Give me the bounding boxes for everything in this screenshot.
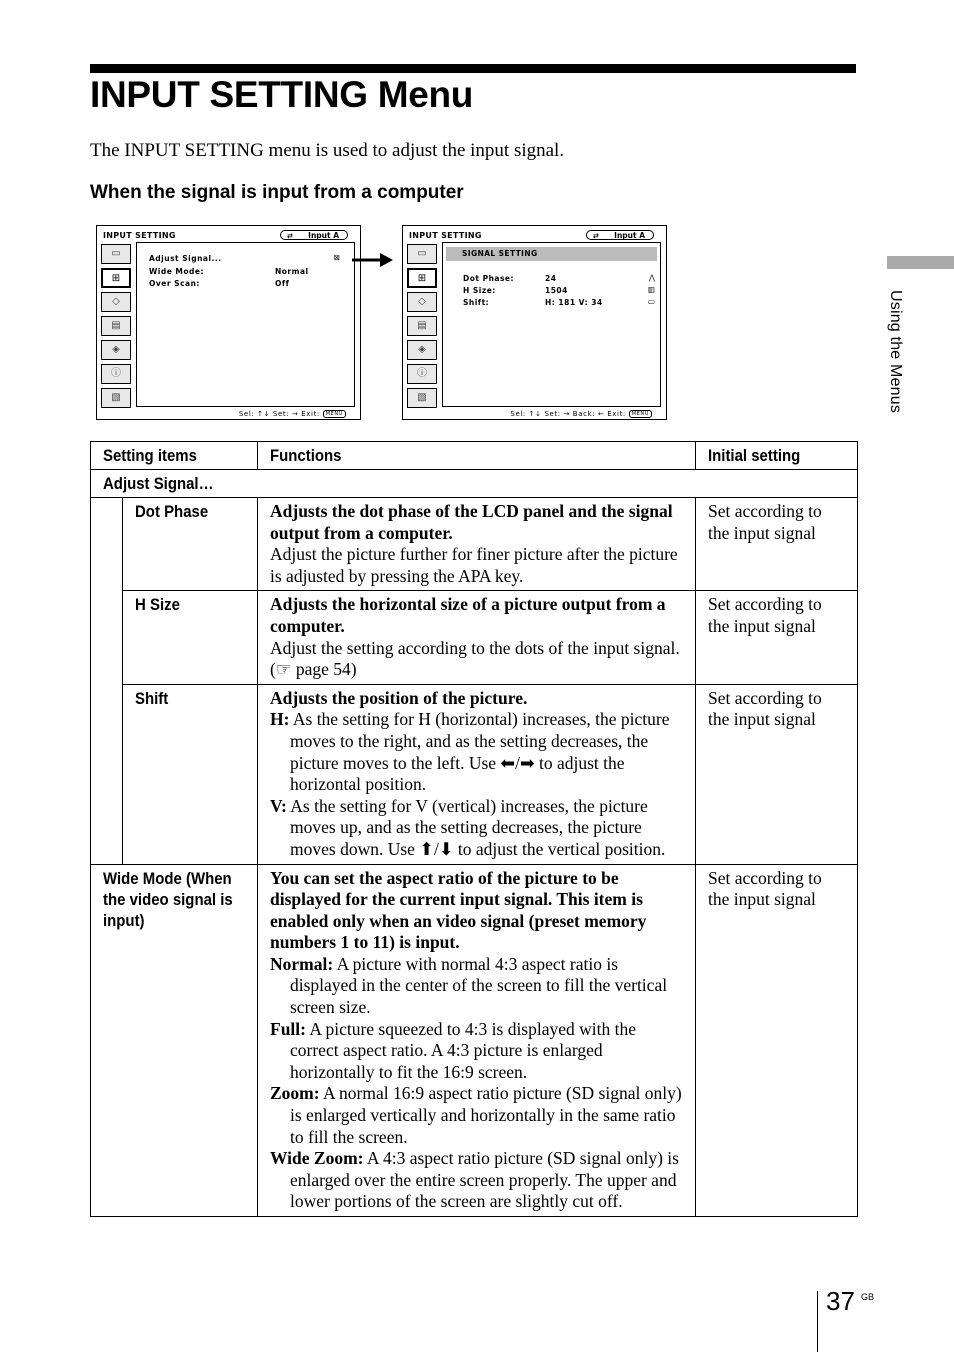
table-row-h-size: [91, 591, 858, 684]
osd-row-shift: Shift:: [463, 298, 490, 307]
table-row-adjust-signal: [91, 470, 858, 498]
section-heading: When the signal is input from a computer: [90, 182, 464, 203]
information-menu-icon: ⓘ: [407, 364, 437, 384]
page-title: INPUT SETTING Menu: [90, 74, 474, 115]
lens-menu-icon: ▧: [101, 388, 131, 408]
menu-key-icon: MENU: [629, 410, 652, 418]
h-size-description: Adjust the setting according to the dots of the input signal. (☞ page 54): [270, 637, 680, 680]
settings-table: [90, 441, 858, 1217]
dot-phase-label: Dot Phase: [135, 502, 209, 521]
dot-phase-initial: Set according to the input signal: [696, 498, 858, 591]
intro-text: The INPUT SETTING menu is used to adjust the input signal.: [90, 140, 565, 161]
table-row-dot-phase: [91, 498, 858, 591]
dot-phase-icon: ⋀: [648, 273, 655, 282]
osd-status-bar: Sel: ↑↓ Set: → Exit: MENU: [239, 410, 346, 418]
wide-mode-wide-zoom: Wide Zoom: A 4:3 aspect ratio picture (SD signal only) is enlarged over the entire screen properly. The upper and lower portions of the screen are slightly cut off.: [270, 1148, 679, 1212]
osd-value-h-size: 1504: [545, 286, 568, 295]
setup-menu-icon: ▤: [407, 316, 437, 336]
page-number: 37: [826, 1286, 855, 1316]
wide-mode-normal: Normal: A picture with normal 4:3 aspect ratio is displayed in the center of the screen to fill the vertical screen size.: [270, 953, 668, 1018]
installation-menu-icon: ◇: [407, 292, 437, 312]
osd-title: INPUT SETTING: [409, 231, 482, 240]
installation-menu-icon: ◇: [101, 292, 131, 312]
osd-input-setting: [96, 225, 361, 420]
dot-phase-description: Adjust the picture further for finer picture after the picture is adjusted by pressing the APA key.: [270, 544, 678, 586]
osd-value-over-scan: Off: [275, 279, 290, 288]
setup-menu-icon: ▤: [101, 316, 131, 336]
osd-value-dot-phase: 24: [545, 274, 557, 283]
shift-initial: Set according to the input signal: [696, 684, 858, 864]
menu-setting-icon: ◈: [101, 340, 131, 360]
shift-icon: ▭: [647, 297, 655, 306]
osd-row-adjust-signal: Adjust Signal...: [149, 254, 222, 263]
header-functions: Functions: [270, 446, 342, 465]
osd-row-wide-mode: Wide Mode:: [149, 267, 204, 276]
indent-cell: [91, 498, 123, 591]
osd-status-bar: Sel: ↑↓ Set: → Back: ← Exit: MENU: [510, 410, 652, 418]
table-header-row: [91, 442, 858, 470]
h-size-icon: ▥: [647, 285, 655, 294]
shift-v-description: V: As the setting for V (vertical) increases, the picture moves up, and as the setting decreases, the picture moves down. Use ⬆/⬇ to adjust the vertical position.: [270, 795, 666, 859]
input-setting-menu-icon: ⊞: [407, 268, 437, 288]
wide-mode-full: Full: A picture squeezed to 4:3 is displayed with the correct aspect ratio. A 4:3 picture is enlarged horizontally to fit the 16:9 screen.: [270, 1018, 637, 1082]
osd-menu-icons: [407, 244, 439, 412]
section-tab: [887, 256, 954, 269]
osd-title: INPUT SETTING: [103, 231, 176, 240]
table-row-shift: [91, 684, 858, 864]
page-number-rule: [817, 1291, 818, 1352]
input-switch-icon: ⇄: [593, 232, 599, 240]
wide-mode-summary: You can set the aspect ratio of the picture to be displayed for the current input signal. This item is enabled only when an video signal (preset memory numbers 1 to 11) is input.: [270, 867, 647, 953]
indent-cell: [91, 591, 123, 684]
osd-subtitle: SIGNAL SETTING: [446, 247, 657, 261]
information-menu-icon: ⓘ: [101, 364, 131, 384]
osd-panel: [442, 242, 661, 407]
input-switch-icon: ⇄: [287, 232, 293, 240]
signal-icon: ⊠: [333, 253, 340, 262]
dot-phase-summary: Adjusts the dot phase of the LCD panel and the signal output from a computer.: [270, 501, 673, 543]
osd-panel: [136, 242, 355, 407]
h-size-label: H Size: [135, 595, 180, 615]
indent-cell: [91, 684, 123, 864]
h-size-summary: Adjusts the horizontal size of a picture output from a computer.: [270, 594, 666, 636]
picture-menu-icon: ▭: [101, 244, 131, 264]
top-rule: [90, 64, 856, 73]
osd-row-h-size: H Size:: [463, 286, 496, 295]
osd-row-dot-phase: Dot Phase:: [463, 274, 515, 283]
page-number-suffix: GB: [861, 1292, 875, 1302]
osd-row-over-scan: Over Scan:: [149, 279, 200, 288]
wide-mode-zoom: Zoom: A normal 16:9 aspect ratio picture (SD signal only) is enlarged vertically and horizontally in the same ratio to fill the screen.: [270, 1083, 682, 1147]
osd-value-wide-mode: Normal: [275, 267, 309, 276]
shift-h-description: H: As the setting for H (horizontal) increases, the picture moves to the right, and as the setting decreases, the picture moves to the left. Use ⬅/➡ to adjust the horizontal position.: [270, 709, 670, 795]
shift-summary: Adjusts the position of the picture.: [270, 687, 528, 708]
menu-key-icon: MENU: [323, 410, 346, 418]
h-size-initial: Set according to the input signal: [696, 591, 858, 684]
header-initial-setting: Initial setting: [708, 446, 801, 465]
osd-signal-setting: [402, 225, 667, 420]
osd-value-shift: H: 181 V: 34: [545, 298, 603, 307]
wide-mode-initial: Set according to the input signal: [696, 864, 858, 1217]
adjust-signal-label: Adjust Signal…: [103, 474, 214, 493]
shift-label: Shift: [135, 688, 169, 708]
table-row-wide-mode: [91, 864, 858, 1217]
osd-menu-icons: [101, 244, 133, 412]
header-setting-items: Setting items: [103, 446, 197, 465]
section-side-label: Using the Menus: [887, 290, 904, 414]
arrow-right-icon: [352, 252, 394, 268]
osd-input-indicator: ⇄ Input A: [586, 230, 654, 240]
menu-setting-icon: ◈: [407, 340, 437, 360]
picture-menu-icon: ▭: [407, 244, 437, 264]
lens-menu-icon: ▧: [407, 388, 437, 408]
osd-input-indicator: ⇄ Input A: [280, 230, 348, 240]
wide-mode-label: Wide Mode (When the video signal is input): [103, 868, 233, 930]
input-setting-menu-icon: ⊞: [101, 268, 131, 288]
